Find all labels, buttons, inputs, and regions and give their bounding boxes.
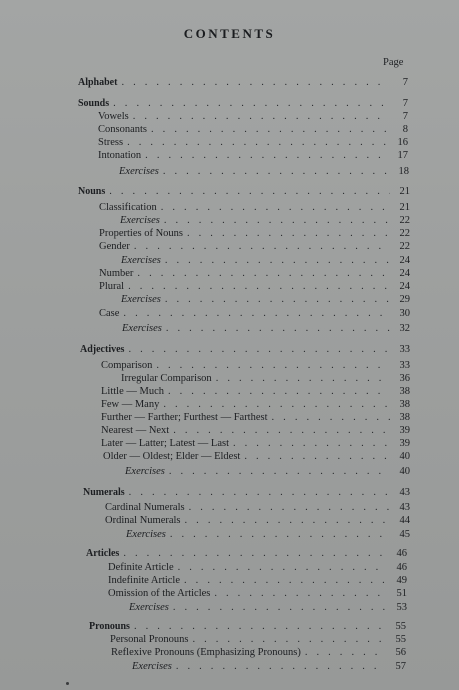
dot-leader bbox=[162, 322, 390, 335]
dot-leader bbox=[141, 149, 388, 162]
dot-leader bbox=[183, 227, 390, 240]
dot-leader bbox=[169, 424, 390, 437]
dot-leader bbox=[109, 97, 388, 110]
toc-entry-page-number: 21 bbox=[399, 202, 410, 213]
dot-leader bbox=[164, 385, 390, 398]
toc-entry-label: Adjectives bbox=[80, 344, 125, 355]
toc-entry-exercises bbox=[121, 254, 410, 267]
toc-entry-vowels bbox=[98, 110, 408, 123]
toc-entry-label: Older — Oldest; Elder — Eldest bbox=[103, 451, 241, 462]
toc-entry-label: Definite Article bbox=[108, 562, 174, 573]
toc-entry-alphabet bbox=[78, 76, 408, 89]
dot-leader bbox=[130, 620, 386, 633]
toc-entry-label: Little — Much bbox=[101, 386, 164, 397]
toc-entry-page-number: 7 bbox=[402, 98, 408, 109]
dot-leader bbox=[161, 293, 390, 306]
toc-entry-number bbox=[99, 267, 410, 280]
toc-entry-label: Stress bbox=[98, 137, 124, 148]
toc-entry-page-number: 40 bbox=[399, 451, 410, 462]
toc-entry-page-number: 24 bbox=[399, 281, 410, 292]
toc-entry-reflexive-pronouns-emphasizing-pronouns bbox=[111, 646, 406, 659]
toc-entry-label: Exercises bbox=[126, 529, 166, 540]
toc-entry-label: Omission of the Articles bbox=[108, 588, 211, 599]
dot-leader bbox=[188, 633, 386, 646]
toc-entry-label: Exercises bbox=[121, 294, 161, 305]
toc-entry-page-number: 33 bbox=[399, 344, 410, 355]
toc-entry-little-much bbox=[101, 385, 410, 398]
toc-entry-adjectives bbox=[80, 343, 410, 356]
dot-leader bbox=[159, 165, 389, 178]
dot-leader bbox=[133, 267, 390, 280]
toc-entry-further-farther-furthest-farthest bbox=[101, 411, 410, 424]
toc-entry-label: Indefinite Article bbox=[108, 575, 181, 586]
dot-leader bbox=[240, 450, 390, 463]
toc-entry-page-number: 46 bbox=[396, 548, 407, 559]
toc-entry-label: Reflexive Pronouns (Emphasizing Pronouns) bbox=[111, 647, 301, 658]
toc-entry-nouns bbox=[78, 185, 410, 198]
dot-leader bbox=[185, 501, 390, 514]
toc-entry-label: Classification bbox=[99, 202, 157, 213]
toc-entry-page-number: 32 bbox=[399, 323, 410, 334]
toc-entry-articles bbox=[86, 547, 407, 560]
toc-entry-stress bbox=[98, 136, 408, 149]
toc-entry-label: Later — Latter; Latest — Last bbox=[101, 438, 229, 449]
toc-entry-page-number: 40 bbox=[399, 466, 410, 477]
toc-entry-page-number: 38 bbox=[399, 412, 410, 423]
toc-entry-page-number: 57 bbox=[395, 661, 406, 672]
toc-entry-label: Exercises bbox=[132, 661, 172, 672]
toc-entry-cardinal-numerals bbox=[105, 501, 410, 514]
dot-leader bbox=[169, 601, 387, 614]
dot-leader bbox=[119, 307, 390, 320]
toc-entry-page-number: 24 bbox=[399, 268, 410, 279]
toc-entry-label: Exercises bbox=[120, 215, 160, 226]
toc-entry-label: Cardinal Numerals bbox=[105, 502, 185, 513]
toc-entry-page-number: 7 bbox=[402, 111, 408, 122]
toc-entry-omission-of-the-articles bbox=[108, 587, 407, 600]
toc-entry-page-number: 56 bbox=[395, 647, 406, 658]
toc-entry-numerals bbox=[83, 486, 410, 499]
toc-entry-page-number: 36 bbox=[399, 373, 410, 384]
toc-entry-label: Pronouns bbox=[89, 621, 130, 632]
toc-entry-page-number: 22 bbox=[399, 215, 410, 226]
paper-speck bbox=[66, 682, 69, 685]
toc-entry-label: Exercises bbox=[129, 602, 169, 613]
toc-entry-label: Vowels bbox=[98, 111, 129, 122]
dot-leader bbox=[152, 359, 390, 372]
toc-entry-intonation bbox=[98, 149, 408, 162]
toc-entry-few-many bbox=[101, 398, 410, 411]
toc-entry-ordinal-numerals bbox=[105, 514, 410, 527]
dot-leader bbox=[129, 110, 388, 123]
toc-entry-page-number: 21 bbox=[399, 186, 410, 197]
toc-entry-exercises bbox=[132, 660, 406, 673]
toc-entry-gender bbox=[99, 240, 410, 253]
toc-entry-page-number: 43 bbox=[399, 487, 410, 498]
toc-entry-label: Properties of Nouns bbox=[99, 228, 183, 239]
toc-entry-label: Articles bbox=[86, 548, 120, 559]
toc-entry-page-number: 8 bbox=[402, 124, 408, 135]
dot-leader bbox=[268, 411, 390, 424]
toc-entry-page-number: 55 bbox=[395, 621, 406, 632]
toc-entry-page-number: 18 bbox=[398, 166, 409, 177]
dot-leader bbox=[161, 254, 390, 267]
toc-entry-properties-of-nouns bbox=[99, 227, 410, 240]
dot-leader bbox=[130, 240, 390, 253]
toc-entry-case bbox=[99, 307, 410, 320]
dot-leader bbox=[105, 185, 390, 198]
dot-leader bbox=[124, 280, 390, 293]
toc-entry-exercises bbox=[122, 322, 410, 335]
toc-entry-page-number: 55 bbox=[395, 634, 406, 645]
toc-entry-irregular-comparison bbox=[121, 372, 410, 385]
toc-entry-exercises bbox=[121, 293, 410, 306]
toc-entry-label: Exercises bbox=[122, 323, 162, 334]
dot-leader bbox=[159, 398, 390, 411]
toc-entry-comparison bbox=[101, 359, 410, 372]
toc-entry-label: Nearest — Next bbox=[101, 425, 170, 436]
toc-entry-page-number: 7 bbox=[402, 77, 408, 88]
toc-entry-page-number: 39 bbox=[399, 425, 410, 436]
toc-entry-page-number: 38 bbox=[399, 386, 410, 397]
toc-entry-label: Case bbox=[99, 308, 120, 319]
toc-entry-page-number: 22 bbox=[399, 228, 410, 239]
toc-entry-later-latter-latest-last bbox=[101, 437, 410, 450]
toc-entry-exercises bbox=[129, 601, 407, 614]
dot-leader bbox=[172, 660, 386, 673]
toc-entry-definite-article bbox=[108, 561, 407, 574]
toc-entry-label: Irregular Comparison bbox=[121, 373, 212, 384]
toc-entry-exercises bbox=[119, 165, 409, 178]
page-column-label: Page bbox=[383, 57, 404, 68]
toc-entry-nearest-next bbox=[101, 424, 410, 437]
toc-entry-label: Exercises bbox=[121, 255, 161, 266]
toc-entry-page-number: 51 bbox=[396, 588, 407, 599]
toc-entry-exercises bbox=[120, 214, 410, 227]
dot-leader bbox=[117, 76, 388, 89]
toc-entry-page-number: 44 bbox=[399, 515, 410, 526]
toc-entry-consonants bbox=[98, 123, 408, 136]
toc-entry-label: Further — Farther; Furthest — Farthest bbox=[101, 412, 268, 423]
dot-leader bbox=[125, 486, 390, 499]
toc-entry-plural bbox=[99, 280, 410, 293]
toc-entry-label: Nouns bbox=[78, 186, 106, 197]
toc-entry-page-number: 16 bbox=[397, 137, 408, 148]
toc-entry-page-number: 30 bbox=[399, 308, 410, 319]
dot-leader bbox=[229, 437, 390, 450]
toc-entry-page-number: 29 bbox=[399, 294, 410, 305]
dot-leader bbox=[166, 528, 390, 541]
toc-entry-classification bbox=[99, 201, 410, 214]
dot-leader bbox=[165, 465, 390, 478]
toc-entry-label: Comparison bbox=[101, 360, 153, 371]
toc-entry-label: Few — Many bbox=[101, 399, 160, 410]
page-title: CONTENTS bbox=[183, 26, 276, 41]
dot-leader bbox=[147, 123, 388, 136]
toc-entry-older-oldest-elder-eldest bbox=[103, 450, 410, 463]
toc-entry-label: Exercises bbox=[125, 466, 165, 477]
toc-entry-label: Numerals bbox=[83, 487, 125, 498]
dot-leader bbox=[210, 587, 387, 600]
dot-leader bbox=[160, 214, 390, 227]
toc-entry-page-number: 46 bbox=[396, 562, 407, 573]
toc-entry-label: Gender bbox=[99, 241, 130, 252]
toc-entry-indefinite-article bbox=[108, 574, 407, 587]
toc-entry-page-number: 49 bbox=[396, 575, 407, 586]
toc-entry-page-number: 33 bbox=[399, 360, 410, 371]
dot-leader bbox=[181, 514, 390, 527]
toc-entry-label: Sounds bbox=[78, 98, 110, 109]
toc-entry-pronouns bbox=[89, 620, 406, 633]
toc-entry-sounds bbox=[78, 97, 408, 110]
toc-entry-label: Consonants bbox=[98, 124, 148, 135]
dot-leader bbox=[124, 343, 390, 356]
toc-entry-label: Exercises bbox=[119, 166, 159, 177]
toc-entry-label: Ordinal Numerals bbox=[105, 515, 181, 526]
toc-entry-page-number: 24 bbox=[399, 255, 410, 266]
toc-entry-page-number: 38 bbox=[399, 399, 410, 410]
toc-entry-personal-pronouns bbox=[110, 633, 406, 646]
toc-entry-page-number: 39 bbox=[399, 438, 410, 449]
dot-leader bbox=[123, 136, 388, 149]
dot-leader bbox=[157, 201, 390, 214]
dot-leader bbox=[174, 561, 387, 574]
toc-entry-page-number: 53 bbox=[396, 602, 407, 613]
toc-entry-page-number: 22 bbox=[399, 241, 410, 252]
toc-entry-label: Number bbox=[99, 268, 134, 279]
toc-entry-label: Intonation bbox=[98, 150, 142, 161]
toc-entry-page-number: 43 bbox=[399, 502, 410, 513]
toc-entry-page-number: 45 bbox=[399, 529, 410, 540]
toc-entry-exercises bbox=[125, 465, 410, 478]
dot-leader bbox=[180, 574, 387, 587]
dot-leader bbox=[119, 547, 387, 560]
toc-entry-page-number: 17 bbox=[397, 150, 408, 161]
toc-entry-label: Personal Pronouns bbox=[110, 634, 189, 645]
toc-entry-label: Alphabet bbox=[78, 77, 118, 88]
dot-leader bbox=[301, 646, 386, 659]
toc-entry-label: Plural bbox=[99, 281, 125, 292]
toc-entry-exercises bbox=[126, 528, 410, 541]
dot-leader bbox=[212, 372, 390, 385]
